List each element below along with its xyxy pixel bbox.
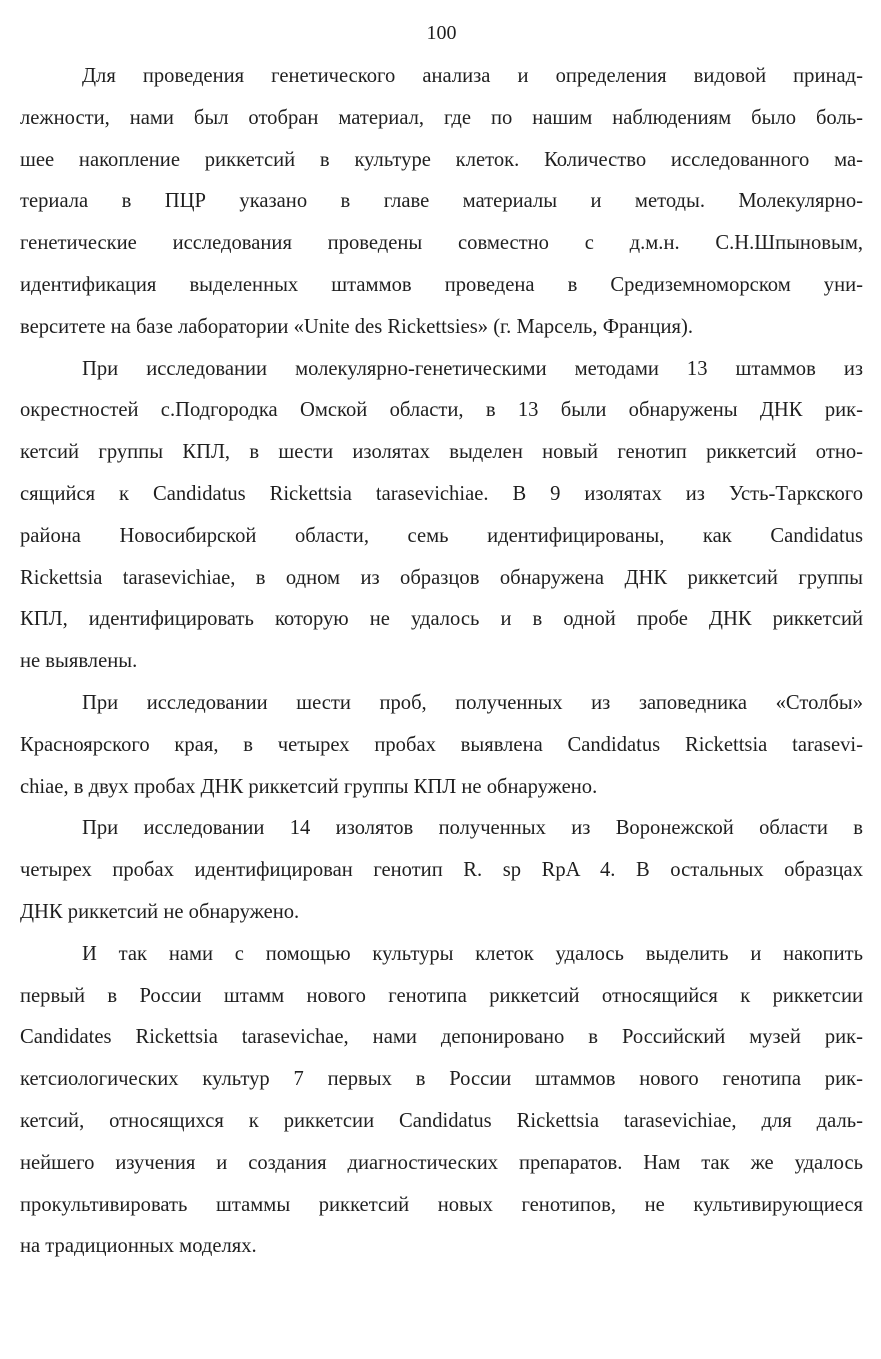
- paragraph-genetic-analysis: [20, 56, 863, 349]
- text-line: И так нами с помощью культуры клеток удалось выделить и накопить: [82, 942, 863, 965]
- page-number: 100: [426, 22, 457, 44]
- text-line: При исследовании шести проб, полученных из заповедника «Столбы»: [82, 691, 863, 714]
- text-line: сящийся к Candidatus Rickettsia tarasevichiae. В 9 изолятах из Усть-Таркского: [20, 482, 863, 505]
- text-line: не выявлены.: [20, 650, 138, 673]
- text-line: КПЛ, идентифицировать которую не удалось и в одной пробе ДНК риккетсий: [20, 608, 863, 631]
- text-line: chiae, в двух пробах ДНК риккетсий группы КПЛ не обнаружено.: [20, 775, 598, 798]
- text-line: Красноярского края, в четырех пробах выявлена Candidatus Rickettsia tarasevi-: [20, 733, 863, 756]
- paragraph-omsk-strains: [20, 349, 863, 683]
- paragraph-conclusion: [20, 934, 863, 1268]
- text-line: окрестностей с.Подгородка Омской области, в 13 были обнаружены ДНК рик-: [20, 399, 863, 422]
- text-line: района Новосибирской области, семь идентифицированы, как Candidatus: [20, 524, 863, 547]
- text-line: четырех пробах идентифицирован генотип R. sp RpA 4. В остальных образцах: [20, 859, 863, 882]
- text-line: При исследовании молекулярно-генетическими методами 13 штаммов из: [82, 357, 863, 380]
- text-line: кетсиологических культур 7 первых в России штаммов нового генотипа рик-: [20, 1068, 863, 1091]
- text-line: При исследовании 14 изолятов полученных из Воронежской области в: [82, 817, 863, 840]
- text-line: Rickettsia tarasevichiae, в одном из образцов обнаружена ДНК риккетсий группы: [20, 566, 863, 589]
- text-line: кетсий группы КПЛ, в шести изолятах выделен новый генотип риккетсий отно-: [20, 441, 863, 464]
- text-line: Для проведения генетического анализа и определения видовой принад-: [82, 65, 863, 87]
- text-line: шее накопление риккетсий в культуре клеток. Количество исследованного ма-: [20, 148, 863, 171]
- text-line: ДНК риккетсий не обнаружено.: [20, 900, 300, 923]
- text-line: верситете на базе лаборатории «Unite des Rickettsies» (г. Марсель, Франция).: [20, 315, 693, 338]
- text-line: на традиционных моделях.: [20, 1235, 257, 1258]
- text-line: нейшего изучения и создания диагностических препаратов. Нам так же удалось: [20, 1151, 863, 1174]
- paragraph-voronezh-isolates: [20, 808, 863, 933]
- text-line: териала в ПЦР указано в главе материалы и методы. Молекулярно-: [20, 190, 863, 213]
- paragraph-stolby-samples: [20, 683, 863, 808]
- body-text: [20, 56, 863, 1268]
- text-line: первый в России штамм нового генотипа риккетсий относящийся к риккетсии: [20, 984, 863, 1007]
- text-line: генетические исследования проведены совместно с д.м.н. С.Н.Шпыновым,: [20, 232, 863, 255]
- text-line: лежности, нами был отобран материал, где по нашим наблюдениям было боль-: [20, 106, 863, 129]
- text-line: идентификация выделенных штаммов проведена в Средиземноморском уни-: [20, 273, 863, 296]
- text-line: прокультивировать штаммы риккетсий новых генотипов, не культивирующиеся: [20, 1193, 863, 1216]
- text-line: кетсий, относящихся к риккетсии Candidatus Rickettsia tarasevichiae, для даль-: [20, 1109, 863, 1132]
- document-page: [20, 18, 863, 1268]
- text-line: Candidates Rickettsia tarasevichae, нами депонировано в Российский музей рик-: [20, 1026, 863, 1049]
